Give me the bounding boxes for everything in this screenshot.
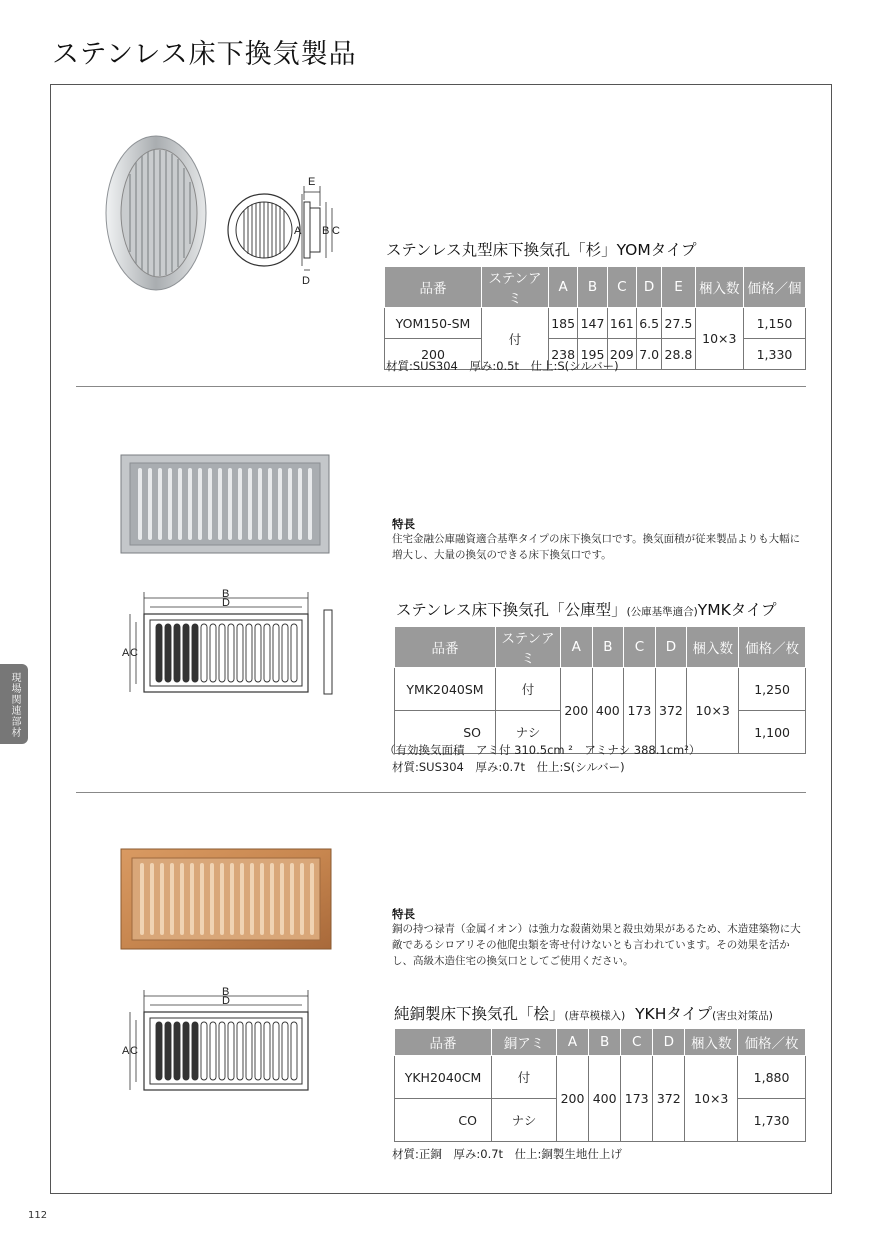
pack-qty: 10×3 [685,1056,738,1142]
ymk-dimension-diagram [120,588,336,696]
ymk-title-tail: YMKタイプ [697,601,777,619]
col-header: ステンアミ [482,267,549,308]
price: 1,330 [743,339,805,370]
dim-d: 7.0 [636,339,661,370]
product-code: YMK2040SM [395,668,496,711]
price: 1,150 [743,308,805,339]
dim-d: 372 [653,1056,685,1142]
section-divider [76,792,806,793]
page-number: 112 [28,1210,48,1221]
ykh-feature-text: 銅の持つ禄青（金属イオン）は強力な殺菌効果と殺虫効果があるため、木造建築物に大敵であるシロアリその他爬虫類を寄せ付けないとも言われています。その効果を活かし、高級木造住宅の換気口としてご使用ください。 [392,923,801,967]
col-header: 価格／個 [743,267,805,308]
product-code: CO [395,1099,492,1142]
product-code: 200 [385,339,482,370]
dim-label-a: A [294,225,302,237]
yom-title: ステンレス丸型床下換気孔「杉」YOMタイプ [386,241,697,259]
ykh-title [394,1002,773,1024]
dim-a: 185 [549,308,578,339]
product-code: YKH2040CM [395,1056,492,1099]
dim-label-c: C [130,1045,138,1057]
yom-dimension-diagram [220,174,350,286]
yom-round-vent-photo [104,134,208,292]
ymk-feature-heading: 特長 [392,517,415,531]
yom-spec-table [384,266,806,370]
mesh-cell: 付 [492,1056,557,1099]
col-header: 梱入数 [695,267,743,308]
ymk-feature-text: 住宅金融公庫融資適合基準タイプの床下換気口です。換気面積が従来製品よりも大幅に増大し、大量の換気のできる床下換気口です。 [392,533,801,561]
ykh-title-sub2: (害虫対策品) [712,1010,773,1022]
dim-label-b: B [222,986,230,998]
dim-label-c: C [332,225,340,237]
ykh-title-sub: (唐草模様入) [564,1010,626,1022]
col-header: A [561,627,593,668]
dim-a: 200 [557,1056,589,1142]
dim-a: 238 [549,339,578,370]
dim-b: 147 [578,308,607,339]
mesh-cell: 付 [496,668,561,711]
dim-d: 6.5 [636,308,661,339]
col-header: B [592,627,624,668]
mesh-cell: 付 [482,308,549,370]
dim-label-d: D [222,597,230,609]
dim-label-d: D [302,275,310,286]
dim-b: 400 [589,1056,621,1142]
ymk-spec-table [394,626,806,754]
col-header: 価格／枚 [739,627,806,668]
table-row [385,308,806,339]
ymk-vent-photo [120,454,330,554]
dim-e: 28.8 [662,339,695,370]
col-header: 品番 [395,627,496,668]
dim-a: 200 [561,668,593,754]
section-divider [76,386,806,387]
col-header: B [578,267,607,308]
col-header: C [624,627,656,668]
table-row [395,1056,806,1099]
col-header: D [655,627,687,668]
ykh-dimension-diagram [120,986,336,1094]
col-header: A [557,1029,589,1056]
col-header: 梱入数 [685,1029,738,1056]
dim-b: 400 [592,668,624,754]
col-header: D [636,267,661,308]
side-tab-label: 現場関連部材 [9,672,20,738]
page-title: ステンレス床下換気製品 [52,39,357,70]
pack-qty: 10×3 [687,668,739,754]
col-header: C [621,1029,653,1056]
dim-c: 209 [607,339,636,370]
ymk-material-note: 材質:SUS304 厚み:0.7t 仕上:S(シルバー) [392,760,625,774]
dim-d: 372 [655,668,687,754]
col-header: 銅アミ [492,1029,557,1056]
col-header: A [549,267,578,308]
col-header: 品番 [385,267,482,308]
ymk-title-main: ステンレス床下換気孔「公庫型」 [396,601,627,619]
pack-qty: 10×3 [695,308,743,370]
dim-c: 173 [624,668,656,754]
ykh-material-note: 材質:正銅 厚み:0.7t 仕上:銅製生地仕上げ [392,1147,622,1161]
ykh-title-main: 純銅製床下換気孔「桧」 [394,1005,565,1023]
col-header: D [653,1029,685,1056]
product-code: SO [395,711,496,754]
ymk-title-sub: (公庫基準適合) [626,606,698,618]
dim-c: 173 [621,1056,653,1142]
yom-material-note: 材質:SUS304 厚み:0.5t 仕上:S(シルバー) [386,359,619,373]
product-code: YOM150-SM [385,308,482,339]
dim-label-e: E [308,176,316,188]
dim-label-a: A [122,1045,130,1057]
col-header: 価格／枚 [738,1029,806,1056]
dim-c: 161 [607,308,636,339]
col-header: ステンアミ [496,627,561,668]
dim-label-b: B [322,225,330,237]
col-header: 梱入数 [687,627,739,668]
mesh-cell: ナシ [492,1099,557,1142]
dim-label-c: C [130,647,138,659]
ykh-title-tail: YKHタイプ [635,1005,713,1023]
ymk-area-note: （有効換気面積 アミ付 310.5cm ² アミナシ 388.1cm²） [384,743,701,757]
dim-label-d: D [222,995,230,1007]
col-header: 品番 [395,1029,492,1056]
dim-label-b: B [222,588,230,600]
mesh-cell: ナシ [496,711,561,754]
price: 1,250 [739,668,806,711]
ykh-feature-heading: 特長 [392,907,415,921]
ykh-copper-vent-photo [120,848,332,950]
price: 1,100 [739,711,806,754]
dim-label-a: A [122,647,130,659]
col-header: B [589,1029,621,1056]
ykh-spec-table [394,1028,806,1142]
col-header: C [607,267,636,308]
dim-b: 195 [578,339,607,370]
col-header: E [662,267,695,308]
ymk-title [396,598,777,620]
table-row [395,668,806,711]
price: 1,730 [738,1099,806,1142]
side-tab[interactable] [0,664,28,744]
dim-e: 27.5 [662,308,695,339]
price: 1,880 [738,1056,806,1099]
